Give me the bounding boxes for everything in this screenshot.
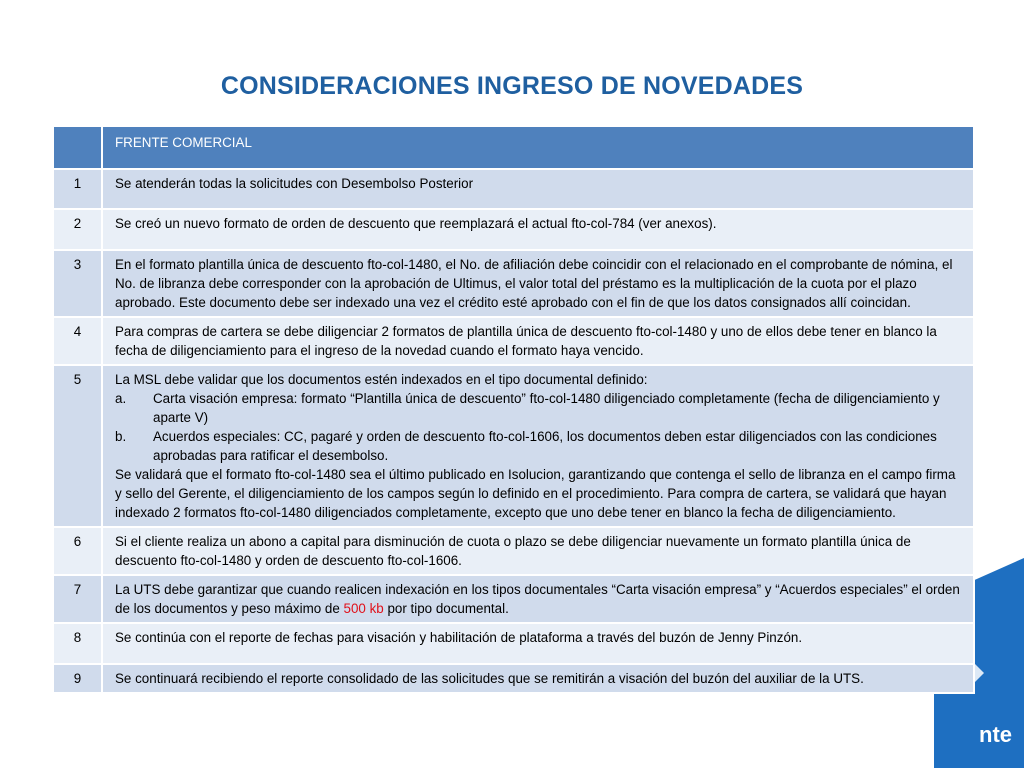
row-text: En el formato plantilla única de descuento fto-col-1480, el No. de afiliación debe coincidir con el relacionado en el comprobante de nómina, el No. de libranza debe corresponder con la aprobación de Ultimus, el valor total del préstamo es la multiplicación de la cuota por el plazo aprobado. Este documento debe ser indexado una vez el crédito esté aprobado con el fin de que los datos consignados allí coincidan.	[102, 250, 974, 317]
row-outro-text: Se validará que el formato fto-col-1480 sea el último publicado en Isolucion, garantizando que contenga el sello de libranza en el campo firma y sello del Gerente, el diligenciamiento de los campos según lo definido en el procedimiento. Para compra de cartera, se validará que hayan indexado 2 formatos fto-col-1480 diligenciados completamente, excepto que uno debe tener en blanco la fecha de diligenciamiento.	[115, 467, 956, 520]
table-row	[53, 623, 974, 664]
page-title: CONSIDERACIONES INGRESO DE NOVEDADES	[220, 72, 804, 100]
row-number: 5	[53, 365, 102, 527]
list-item-text: Acuerdos especiales: CC, pagaré y orden de descuento fto-col-1606, los documentos deben estar diligenciados con las condiciones aprobadas para ratificar el desembolso.	[153, 429, 937, 463]
row-number: 7	[53, 575, 102, 623]
novedades-table-container	[52, 125, 973, 694]
table-row	[53, 664, 974, 693]
row-text: Se continuará recibiendo el reporte consolidado de las solicitudes que se remitirán a visación del buzón del auxiliar de la UTS.	[102, 664, 974, 693]
table-header-number	[53, 126, 102, 169]
row-intro-text: La MSL debe validar que los documentos estén indexados en el tipo documental definido:	[115, 372, 648, 387]
table-header-row	[53, 126, 974, 169]
row-number: 1	[53, 169, 102, 209]
table-row	[53, 169, 974, 209]
list-item	[115, 427, 965, 465]
table-row	[53, 575, 974, 623]
row-text: Se atenderán todas la solicitudes con Desembolso Posterior	[102, 169, 974, 209]
row-text: Se continúa con el reporte de fechas para visación y habilitación de plataforma a través del buzón de Jenny Pinzón.	[102, 623, 974, 664]
row-number: 2	[53, 209, 102, 250]
table-row	[53, 317, 974, 365]
row-text: Para compras de cartera se debe diligenciar 2 formatos de plantilla única de descuento fto-col-1480 y uno de ellos debe tener en blanco la fecha de diligenciamiento para el ingreso de la novedad cuando el formato haya vencido.	[102, 317, 974, 365]
row-number: 3	[53, 250, 102, 317]
row-text-after: por tipo documental.	[383, 601, 509, 616]
list-marker: b.	[115, 429, 127, 444]
row-text-before: La UTS debe garantizar que cuando realicen indexación en los tipos documentales “Carta visación empresa” y “Acuerdos especiales” el orden de los documentos y peso máximo de	[115, 582, 960, 616]
max-size-highlight: 500 kb	[343, 601, 384, 616]
row-text-with-list	[102, 365, 974, 527]
list-item	[115, 389, 965, 427]
table-row	[53, 527, 974, 575]
list-item-text: Carta visación empresa: formato “Plantilla única de descuento” fto-col-1480 diligenciado completamente (fecha de diligenciamiento y aparte V)	[153, 391, 940, 425]
row-text	[102, 575, 974, 623]
table-header-frente-comercial: FRENTE COMERCIAL	[102, 126, 974, 169]
novedades-table	[52, 125, 975, 694]
row-number: 6	[53, 527, 102, 575]
table-row	[53, 365, 974, 527]
row-text: Si el cliente realiza un abono a capital para disminución de cuota o plazo se debe diligenciar nuevamente un formato plantilla única de descuento fto-col-1480 y orden de descuento fto-col-1606.	[102, 527, 974, 575]
row-number: 8	[53, 623, 102, 664]
table-row	[53, 209, 974, 250]
list-marker: a.	[115, 391, 127, 406]
row-text: Se creó un nuevo formato de orden de descuento que reemplazará el actual fto-col-784 (ver anexos).	[102, 209, 974, 250]
table-row	[53, 250, 974, 317]
row-number: 4	[53, 317, 102, 365]
brand-text-fragment: nte	[979, 722, 1012, 747]
row-number: 9	[53, 664, 102, 693]
